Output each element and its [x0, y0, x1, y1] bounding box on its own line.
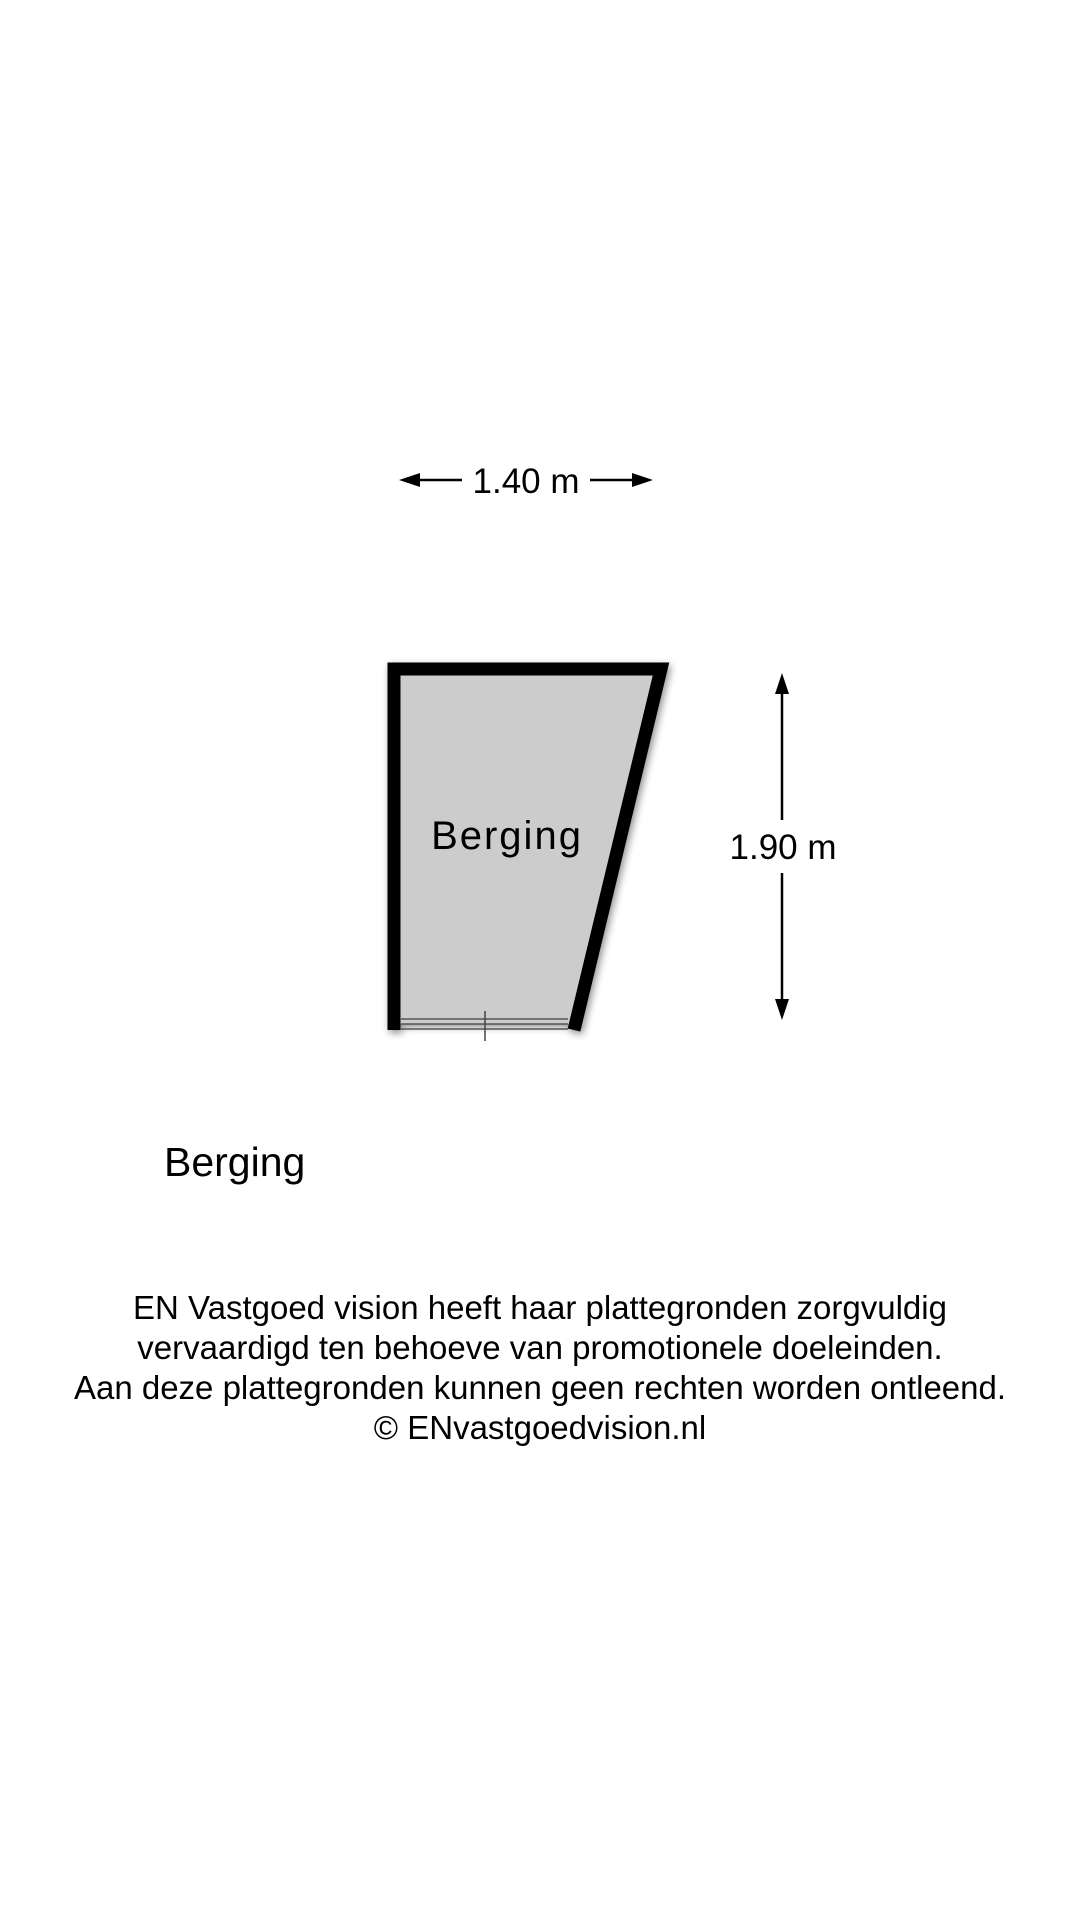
- height-dimension: [730, 673, 837, 1020]
- disclaimer-line: EN Vastgoed vision heeft haar plattegronden zorgvuldig: [133, 1289, 947, 1326]
- copyright-line: © ENvastgoedvision.nl: [373, 1409, 707, 1446]
- disclaimer: [0, 1288, 1080, 1448]
- width-label: 1.40 m: [472, 462, 580, 501]
- arrow-down-icon: [775, 999, 789, 1020]
- arrow-up-icon: [775, 673, 789, 694]
- plan-caption: Berging: [164, 1139, 306, 1185]
- disclaimer-line: vervaardigd ten behoeve van promotionele doeleinden.: [137, 1329, 943, 1366]
- disclaimer-line: Aan deze plattegronden kunnen geen rechten worden ontleend.: [73, 1369, 1007, 1406]
- room-label: Berging: [431, 814, 583, 858]
- arrow-left-icon: [399, 473, 420, 487]
- width-dimension: [399, 462, 653, 501]
- height-label: 1.90 m: [729, 828, 837, 867]
- arrow-right-icon: [632, 473, 653, 487]
